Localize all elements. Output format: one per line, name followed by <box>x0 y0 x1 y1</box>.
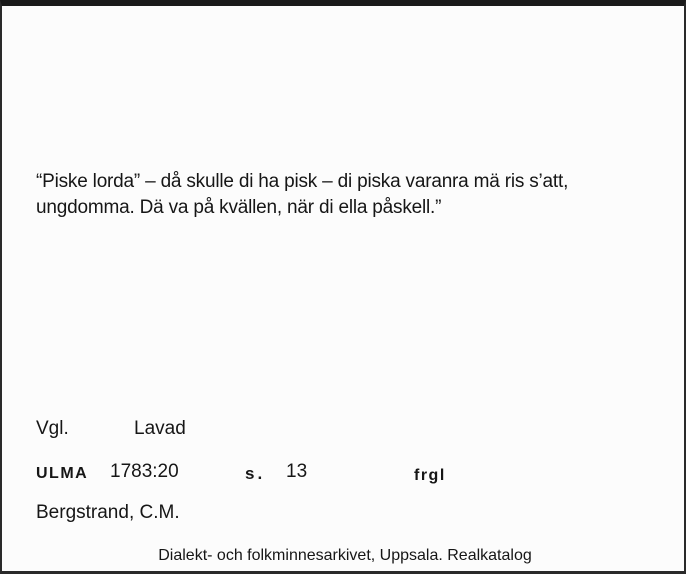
ulma-number: 1783:20 <box>110 461 179 482</box>
quote-line-2: ungdomma. Dä va på kvällen, när di ella påskell.” <box>36 197 442 218</box>
vgl-label: Vgl. <box>36 418 69 439</box>
collector-name: Bergstrand, C.M. <box>36 502 180 523</box>
page-label: s. <box>245 464 266 483</box>
category-code: frgl <box>414 467 446 484</box>
archive-footer: Dialekt- och folkminnesarkivet, Uppsala. Realkatalog <box>158 547 532 564</box>
vgl-place: Lavad <box>134 418 186 439</box>
quote-text <box>36 169 666 221</box>
quote-line-1: “Piske lorda” – då skulle di ha pisk – di piska varanra mä ris s’att, <box>36 171 569 192</box>
page-number: 13 <box>286 461 308 482</box>
ulma-label: ULMA <box>36 465 89 482</box>
